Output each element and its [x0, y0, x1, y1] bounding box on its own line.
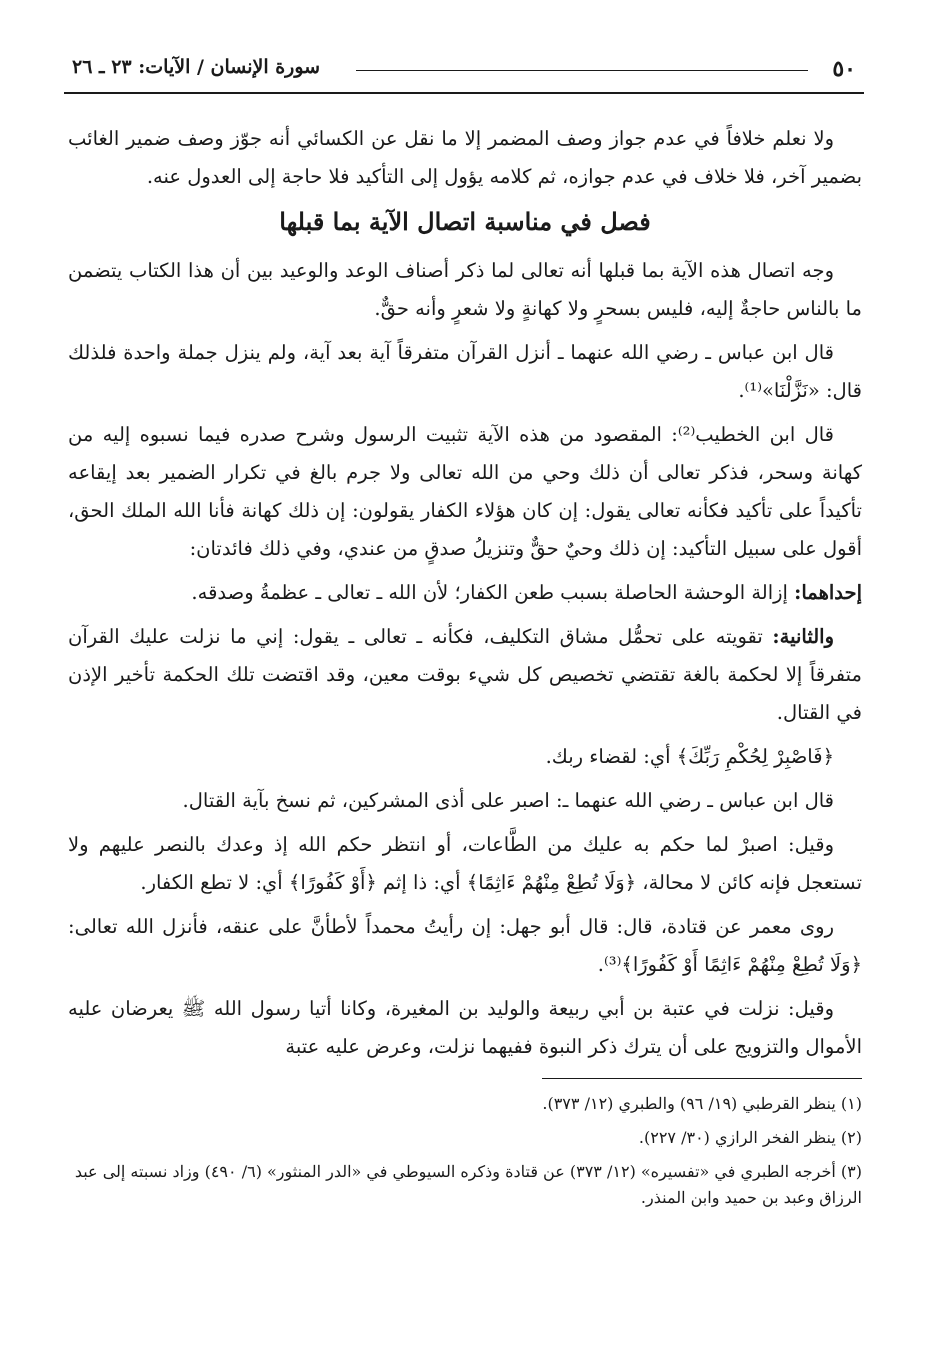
paragraph: وقيل: نزلت في عتبة بن أبي ربيعة والوليد بن المغيرة، وكانا أتيا رسول الله ﷺ يعرضان عليه الأموال والتزويج على أن يترك ذكر النبوة ففيهما نزلت، وعرض عليه عتبة	[68, 997, 862, 1058]
paragraph-lead: والثانية:	[772, 625, 834, 648]
paragraph: روى معمر عن قتادة، قال: قال أبو جهل: إن رأيتُ محمداً لأطأنَّ على عنقه، فأنزل الله تعالى: ﴿وَلَا تُطِعْ مِنْهُمْ ءَاثِمًا أَوْ كَفُورًا﴾⁽³⁾.	[68, 915, 862, 976]
paragraph-text: إزالة الوحشة الحاصلة بسبب طعن الكفار؛ لأن الله ـ تعالى ـ عظمةُ وصدقه.	[191, 581, 795, 604]
paragraph: قال ابن الخطيب⁽²⁾: المقصود من هذه الآية تثبيت الرسول وشرح صدره فيما نسبوه إليه من كهانة وسحر، فذكر تعالى أن ذلك وحي من الله تعالى ولا جرم بالغ في تكرار الضمير بعد إيقاعه تأكيداً على تأكيد فكأنه تعالى يقول: إن كان هؤلاء الكفار يقولون: إن ذلك كهانة فأنا الله الملك الحق، أقول على سبيل التأكيد: إن ذلك وحيٌ حقٌّ وتنزيلُ صدقٍ من عندي، وفي ذلك فائدتان:	[68, 423, 862, 560]
footnote: (١) ينظر القرطبي (١٩/ ٩٦) والطبري (١٢/ ٣٧٣).	[542, 1094, 862, 1113]
header-line	[356, 70, 808, 71]
header-rule	[64, 92, 864, 94]
section-title: فصل في مناسبة اتصال الآية بما قبلها	[279, 207, 651, 236]
running-header	[64, 48, 864, 88]
paragraph	[68, 618, 862, 732]
paragraph: قال ابن عباس ـ رضي الله عنهما ـ: اصبر على أذى المشركين، ثم نسخ بآية القتال.	[182, 789, 834, 812]
page-number: ٥٠	[832, 56, 856, 82]
page-body	[68, 120, 862, 1219]
paragraph-lead: إحداهما:	[794, 581, 862, 604]
footnote-separator	[542, 1078, 862, 1079]
paragraph: وقيل: اصبرْ لما حكم به عليك من الطَّاعات، أو انتظر حكم الله إذ وعدك بالنصر عليهم ولا تستعجل فإنه كائن لا محالة، ﴿وَلَا تُطِعْ مِنْهُمْ ءَاثِمًا﴾ أي: ذا إثم ﴿أَوْ كَفُورًا﴾ أي: لا تطع الكفار.	[68, 833, 862, 894]
footnote: (٣) أخرجه الطبري في «تفسيره» (١٢/ ٣٧٣) عن قتادة وذكره السيوطي في «الدر المنثور» (٦/ ٤٩٠) وزاد نسبته إلى عبد الرزاق وعبد بن حميد وابن المنذر.	[74, 1162, 862, 1207]
footnote: (٢) ينظر الفخر الرازي (٣٠/ ٢٢٧).	[638, 1128, 862, 1147]
paragraph	[68, 574, 862, 612]
footnotes	[68, 1091, 862, 1211]
header-title: سورة الإنسان / الآيات: ٢٣ ـ ٢٦	[72, 56, 321, 78]
paragraph: وجه اتصال هذه الآية بما قبلها أنه تعالى لما ذكر أصناف الوعد والوعيد بين أن هذا الكتاب يتضمن ما بالناس حاجةٌ إليه، فليس بسحرٍ ولا كهانةٍ ولا شعرٍ وأنه حقٌّ.	[68, 259, 862, 320]
paragraph-text: تقويته على تحمُّل مشاق التكليف، فكأنه ـ تعالى ـ يقول: إني ما نزلت عليك القرآن متفرقاً إلا لحكمة بالغة تقتضي تخصيص كل شيء بوقت معين، وقد اقتضت تلك الحكمة تأخير الإذن في القتال.	[68, 625, 862, 724]
paragraph: ﴿فَاصْبِرْ لِحُكْمِ رَبِّكَ﴾ أي: لقضاء ربك.	[545, 745, 834, 768]
paragraph: ولا نعلم خلافاً في عدم جواز وصف المضمر إلا ما نقل عن الكسائي أنه جوّز وصف ضمير الغائب بضمير آخر، فلا خلاف في عدم جوازه، ثم كلامه يؤول إلى التأكيد فلا حاجة إلى العدول عنه.	[68, 127, 862, 188]
paragraph: قال ابن عباس ـ رضي الله عنهما ـ أنزل القرآن متفرقاً آية بعد آية، ولم ينزل جملة واحدة فلذلك قال: «نَزَّلْنَا»⁽¹⁾.	[68, 341, 862, 402]
